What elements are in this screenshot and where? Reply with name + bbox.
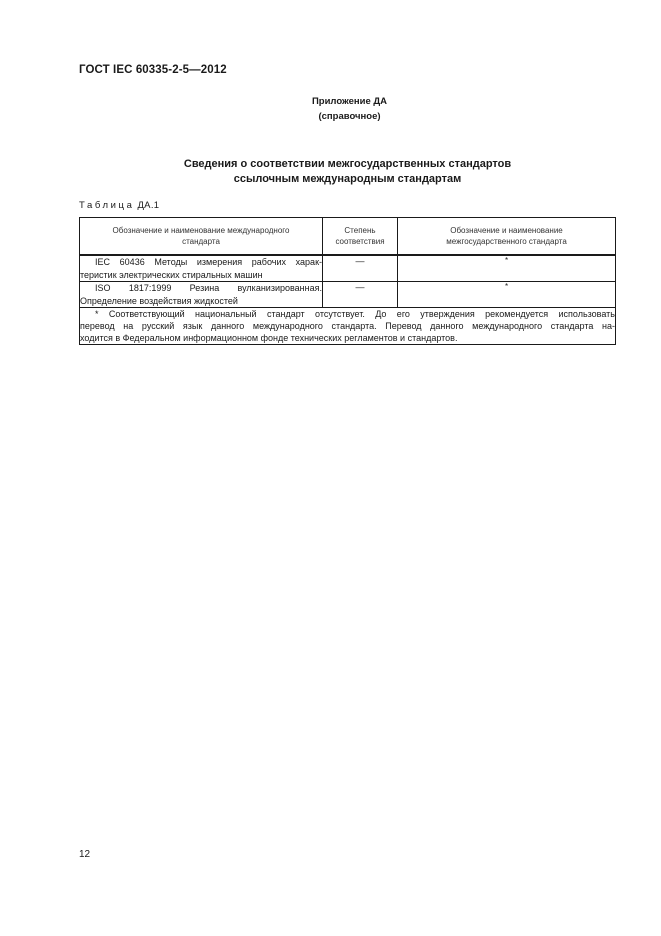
header-degree-of-correspondence: Степень соответствия — [323, 218, 398, 256]
correspondence-table — [79, 217, 616, 345]
interstate-standard-cell: * — [398, 282, 616, 308]
degree-cell: — — [323, 282, 398, 308]
table-caption — [79, 200, 159, 211]
appendix-heading — [0, 94, 661, 124]
page-number: 12 — [79, 849, 91, 860]
table-caption-number: ДА.1 — [137, 200, 160, 211]
document-code: ГОСТ IEC 60335-2-5—2012 — [79, 64, 227, 76]
table-row — [80, 255, 616, 282]
header-international-standard: Обозначение и наименование международного стандарта — [80, 218, 323, 256]
appendix-title: Приложение ДА — [311, 96, 388, 107]
section-heading — [0, 157, 661, 187]
degree-cell: — — [323, 255, 398, 282]
table-header-row — [80, 218, 616, 256]
section-heading-line2: ссылочным международным стандартам — [233, 173, 462, 185]
table-row — [80, 282, 616, 308]
international-standard-cell: IEC 60436 Методы измерения рабочих харак- теристик электрических стиральных машин — [80, 257, 322, 280]
table-caption-word: Таблица — [79, 200, 135, 211]
table-footnote: * Соответствующий национальный стандарт отсутствует. До его утверждения рекомендуется использовать перевод на русский язык данного международного стандарта. Перевод данного международного стандарта на- ходится в Федеральном информационном фонде технических регламентов и стандартов. — [80, 309, 615, 343]
interstate-standard-cell: * — [398, 255, 616, 282]
appendix-subtitle: (справочное) — [318, 111, 381, 122]
header-interstate-standard: Обозначение и наименование межгосударственного стандарта — [398, 218, 616, 256]
section-heading-line1: Сведения о соответствии межгосударственных стандартов — [183, 158, 512, 170]
table-note-row — [80, 308, 616, 345]
international-standard-cell: ISO 1817:1999 Резина вулканизированная. Определение воздействия жидкостей — [80, 283, 322, 306]
